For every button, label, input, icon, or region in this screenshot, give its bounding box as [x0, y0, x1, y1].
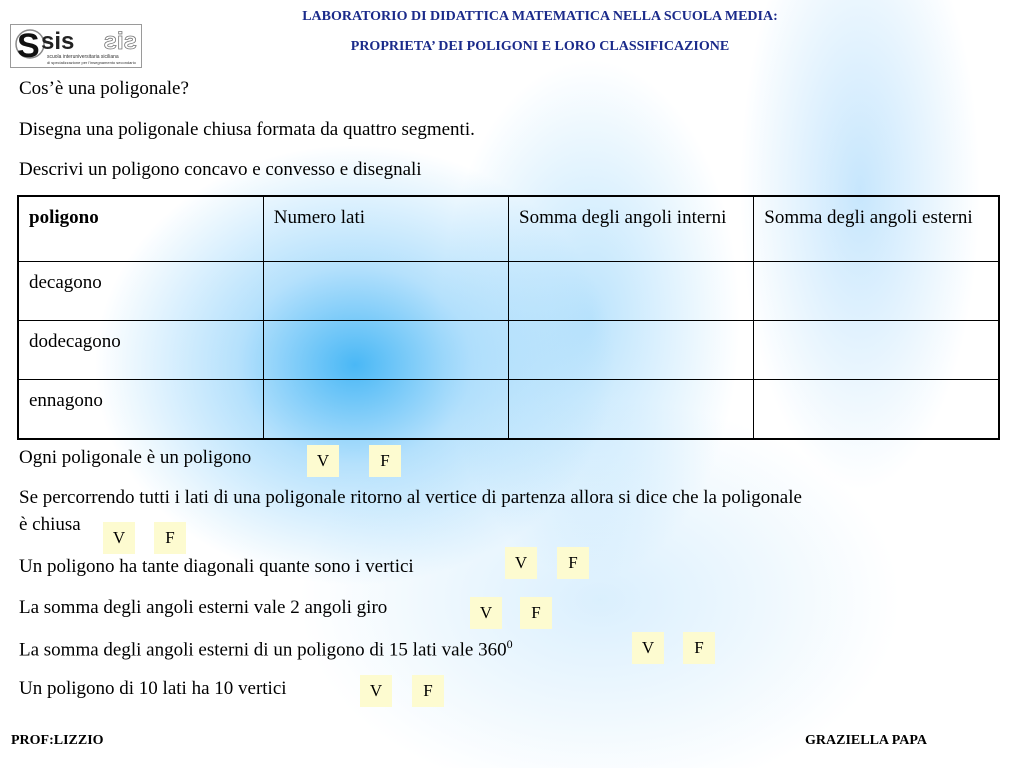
statement-closed-polygonal-cont: è chiusa [19, 514, 81, 535]
table-cell-name: ennagono [18, 380, 263, 440]
table-header-row [18, 196, 999, 262]
table-cell-empty[interactable] [509, 380, 754, 440]
table-cell-empty[interactable] [754, 380, 999, 440]
header-title: LABORATORIO DI DIDATTICA MATEMATICA NELLA SCUOLA MEDIA: [302, 9, 778, 24]
table-row [18, 321, 999, 380]
table-cell-name: dodecagono [18, 321, 263, 380]
polygon-table [17, 195, 1000, 440]
statement-exterior-angles: La somma degli angoli esterni vale 2 angoli giro [19, 597, 388, 618]
logo-letter: S [17, 27, 40, 65]
statement-closed-polygonal: Se percorrendo tutti i lati di una poligonale ritorno al vertice di partenza allora si dice che la poligonale [19, 487, 802, 508]
table-cell-name: decagono [18, 262, 263, 321]
logo-brand: sis [41, 28, 75, 55]
table-cell-empty[interactable] [263, 380, 508, 440]
header-cell-sides: Numero lati [263, 196, 508, 262]
table-cell-empty[interactable] [263, 321, 508, 380]
logo-subtitle-2: di specializzazione per l'insegnamento secondario [47, 60, 136, 65]
table-cell-empty[interactable] [263, 262, 508, 321]
statement-15-sides [19, 637, 513, 661]
answer-true-button[interactable]: V [470, 597, 502, 629]
answer-false-button[interactable]: F [369, 445, 401, 477]
table-row [18, 380, 999, 440]
footer-professor: PROF:LIZZIO [11, 733, 104, 748]
table-row [18, 262, 999, 321]
answer-false-button[interactable]: F [520, 597, 552, 629]
answer-false-button[interactable]: F [683, 632, 715, 664]
statement-15-sides-text: La somma degli angoli esterni di un poligono di 15 lati vale 360 [19, 639, 507, 661]
table-cell-empty[interactable] [754, 321, 999, 380]
table-cell-empty[interactable] [509, 262, 754, 321]
answer-true-button[interactable]: V [360, 675, 392, 707]
table-cell-empty[interactable] [754, 262, 999, 321]
answer-true-button[interactable]: V [307, 445, 339, 477]
answer-false-button[interactable]: F [412, 675, 444, 707]
header-cell-polygon: poligono [18, 196, 263, 262]
sis-logo-graphic [11, 25, 141, 67]
logo-brand-mirror: sis [103, 28, 137, 55]
table-cell-empty[interactable] [509, 321, 754, 380]
answer-true-button[interactable]: V [505, 547, 537, 579]
question-polygonal: Cos’è una poligonale? [19, 78, 189, 99]
answer-false-button[interactable]: F [154, 522, 186, 554]
statement-polygonal-is-polygon: Ogni poligonale è un poligono [19, 447, 252, 468]
answer-true-button[interactable]: V [103, 522, 135, 554]
header-cell-interior-angles: Somma degli angoli interni [509, 196, 754, 262]
statement-diagonals: Un poligono ha tante diagonali quante sono i vertici [19, 556, 414, 577]
sis-logo [10, 24, 142, 68]
question-draw-polygonal: Disegna una poligonale chiusa formata da quattro segmenti. [19, 119, 475, 140]
answer-true-button[interactable]: V [632, 632, 664, 664]
answer-false-button[interactable]: F [557, 547, 589, 579]
question-concave-convex: Descrivi un poligono concavo e convesso e disegnali [19, 159, 422, 180]
logo-subtitle-1: scuola interuniversitaria siciliana [47, 54, 119, 60]
statement-10-sides: Un poligono di 10 lati ha 10 vertici [19, 678, 287, 699]
degree-superscript: 0 [506, 637, 513, 651]
header-cell-exterior-angles: Somma degli angoli esterni [754, 196, 999, 262]
footer-author: GRAZIELLA PAPA [805, 733, 927, 748]
header-subtitle: PROPRIETA’ DEI POLIGONI E LORO CLASSIFICAZIONE [350, 39, 730, 54]
